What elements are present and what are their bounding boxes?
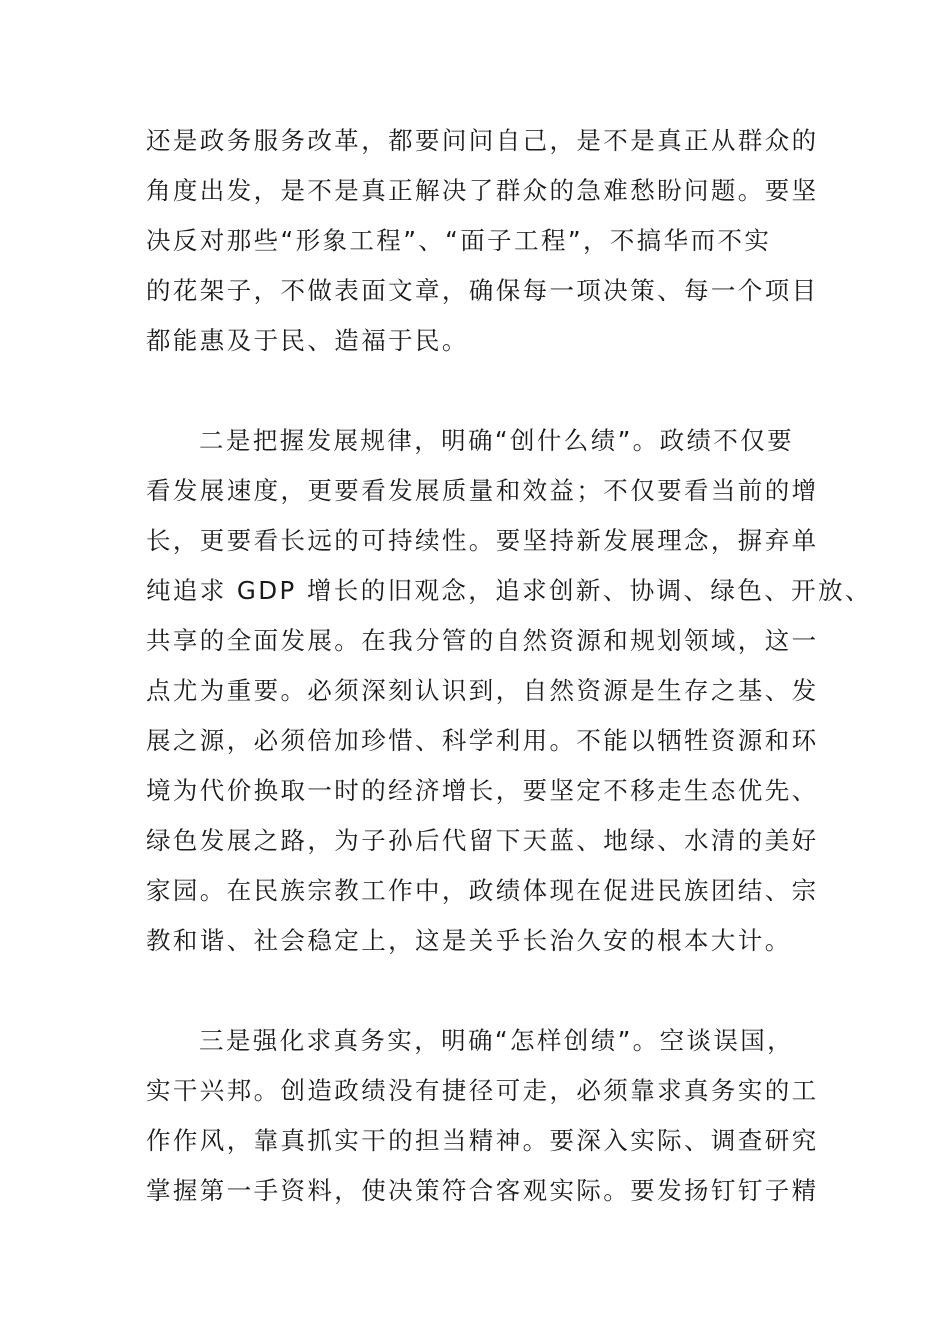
text-line: 决反对那些“形象工程”、“面子工程”，不搞华而不实 bbox=[146, 226, 772, 255]
text-line: 的花架子，不做表面文章，确保每一项决策、每一个项目 bbox=[146, 276, 819, 305]
text-line: 二是把握发展规律，明确“创什么绩”。政绩不仅要 bbox=[199, 426, 795, 455]
text-line: 长，更要看长远的可持续性。要坚持新发展理念，摒弃单 bbox=[146, 526, 819, 555]
text-line: 共享的全面发展。在我分管的自然资源和规划领域，这一 bbox=[146, 626, 819, 655]
text-line: 还是政务服务改革，都要问问自己，是不是真正从群众的 bbox=[146, 126, 819, 155]
text-line: 都能惠及于民、造福于民。 bbox=[146, 326, 469, 355]
text-line: 掌握第一手资料，使决策符合客观实际。要发扬钉钉子精 bbox=[146, 1176, 819, 1205]
text-line: 展之源，必须倍加珍惜、科学利用。不能以牺牲资源和环 bbox=[146, 726, 819, 755]
text-line: 作作风，靠真抓实干的担当精神。要深入实际、调查研究 bbox=[146, 1126, 819, 1155]
text-line: 角度出发，是不是真正解决了群众的急难愁盼问题。要坚 bbox=[146, 176, 819, 205]
text-line: 纯追求 GDP 增长的旧观念，追求创新、协调、绿色、开放、 bbox=[146, 576, 872, 605]
text-line: 教和谐、社会稳定上，这是关乎长治久安的根本大计。 bbox=[146, 926, 792, 955]
text-line: 点尤为重要。必须深刻认识到，自然资源是生存之基、发 bbox=[146, 676, 819, 705]
text-line: 家园。在民族宗教工作中，政绩体现在促进民族团结、宗 bbox=[146, 876, 819, 905]
text-line: 看发展速度，更要看发展质量和效益；不仅要看当前的增 bbox=[146, 476, 819, 505]
text-line: 三是强化求真务实，明确“怎样创绩”。空谈误国， bbox=[199, 1026, 795, 1055]
text-line: 实干兴邦。创造政绩没有捷径可走，必须靠求真务实的工 bbox=[146, 1076, 819, 1105]
text-line: 绿色发展之路，为子孙后代留下天蓝、地绿、水清的美好 bbox=[146, 826, 819, 855]
text-line: 境为代价换取一时的经济增长，要坚定不移走生态优先、 bbox=[146, 776, 819, 805]
